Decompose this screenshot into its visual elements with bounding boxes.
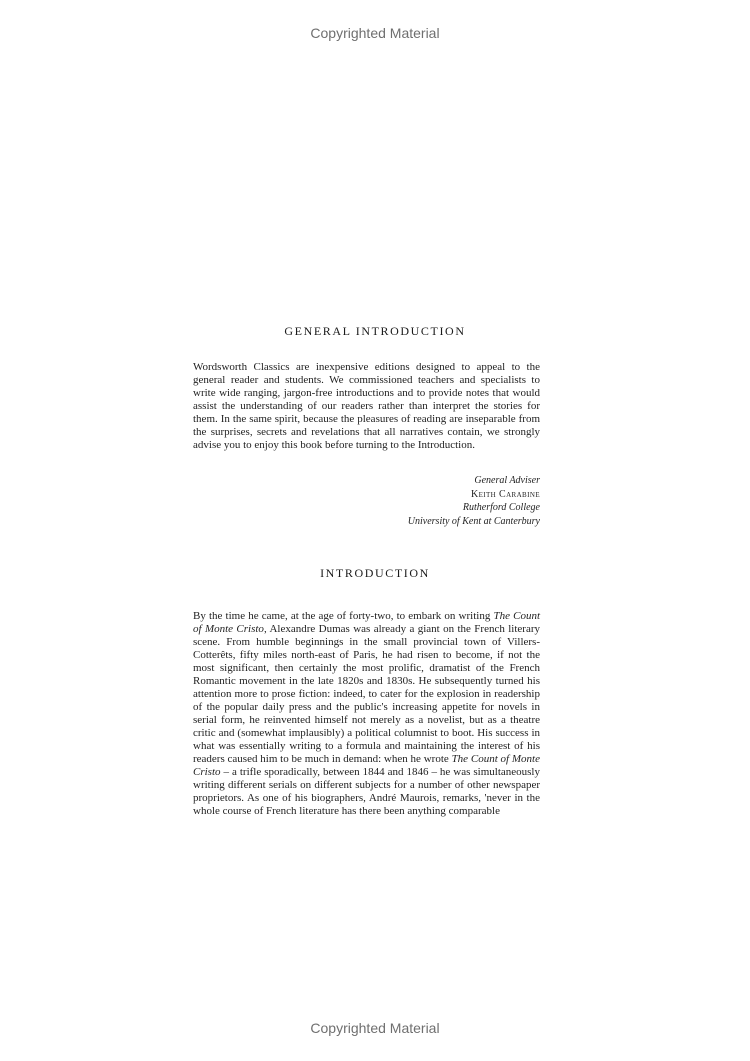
general-introduction-section	[193, 361, 540, 452]
intro-text-segment: – a trifle sporadically, between 1844 and 1846 – he was simultaneously writing different serials on different subjects for a number of other newspaper proprietors. As one of his biographers, André Maurois, remarks, 'never in the whole course of French literature has there been anything comparable	[193, 766, 540, 817]
intro-text-segment: , Alexandre Dumas was already a giant on the French literary scene. From humble beginnings in the small provincial town of Villers-Cotterêts, fifty miles north-east of Paris, he had risen to become, if not the most significant, then certainly the most prolific, dramatist of the French Romantic movement in the late 1820s and 1830s. He subsequently turned his attention more to prose fiction: indeed, to cater for the explosion in readership of the popular daily press and the public's increasing appetite for novels in serial form, he reinvented himself not merely as a novelist, but as a theatre critic and (somewhat implausibly) a political columnist to boot. His success in what was essentially writing to a formula and maintaining the interest of his readers caused him to be much in demand: when he wrote	[193, 623, 540, 765]
signature-college: Rutherford College	[462, 502, 540, 513]
signature-name: Keith Carabine	[470, 488, 540, 500]
general-introduction-paragraph: Wordsworth Classics are inexpensive editions designed to appeal to the general reader and students. We commissioned teachers and specialists to write wide ranging, jargon-free introductions and to provide notes that would assist the understanding of our readers rather than interpret the stories for them. In the same spirit, because the pleasures of reading are inseparable from the surprises, secrets and revelations that all narratives contain, we strongly advise you to enjoy this book before turning to the Introduction.	[193, 361, 540, 451]
introduction-heading: INTRODUCTION	[320, 566, 430, 580]
signature-university: University of Kent at Canterbury	[407, 515, 540, 527]
copyright-watermark-top: Copyrighted Material	[310, 25, 440, 41]
signature-block	[193, 474, 540, 528]
introduction-paragraph	[193, 610, 540, 818]
introduction-section	[193, 610, 540, 818]
general-introduction-heading: GENERAL INTRODUCTION	[284, 324, 466, 338]
signature-role: General Adviser	[474, 475, 540, 486]
book-title: The Count of Monte Cristo	[193, 753, 540, 778]
copyright-watermark-bottom: Copyrighted Material	[310, 1020, 440, 1036]
intro-text-segment: By the time he came, at the age of forty-two, to embark on writing	[193, 610, 494, 622]
book-title: The Count of Monte Cristo	[193, 610, 540, 635]
